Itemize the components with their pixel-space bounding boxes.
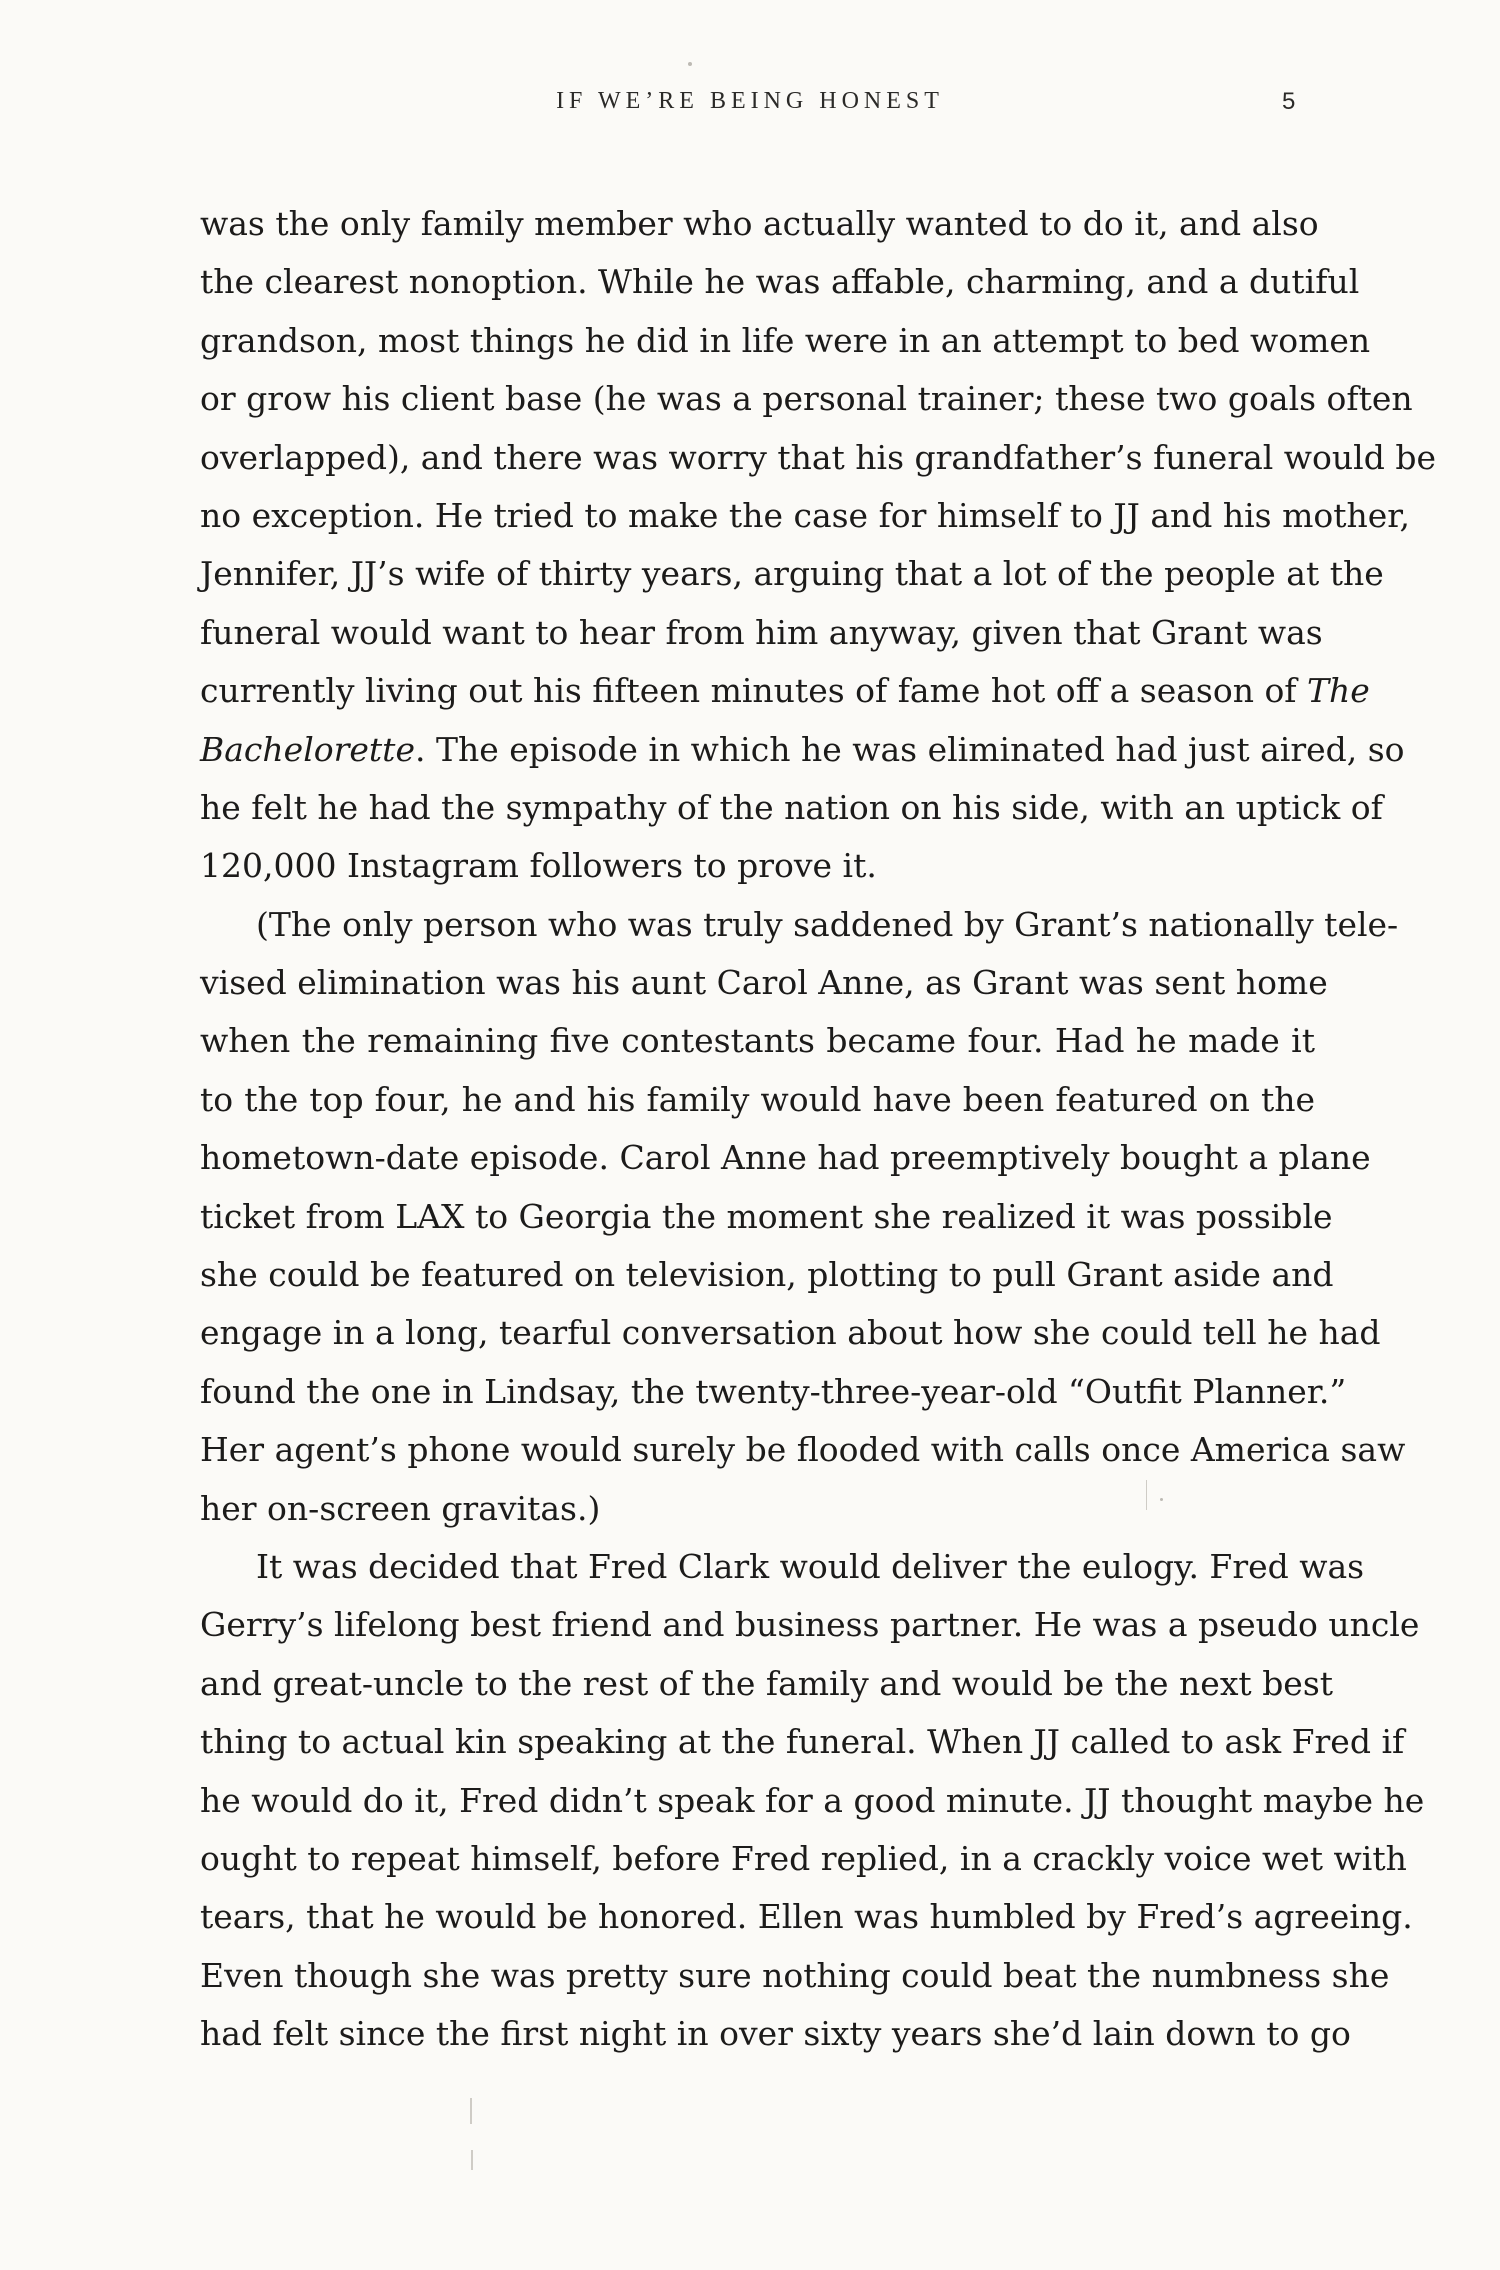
text-line: or grow his client base (he was a personal trainer; these two goals often bbox=[200, 379, 1413, 419]
text-line: ought to repeat himself, before Fred replied, in a crackly voice wet with bbox=[200, 1838, 1407, 1878]
italic-title-start: The bbox=[1307, 671, 1370, 711]
text-line: she could be featured on television, plotting to pull Grant aside and bbox=[200, 1255, 1334, 1295]
text-line: (The only person who was truly saddened by Grant’s nationally tele- bbox=[256, 904, 1399, 944]
text-line-with-italic bbox=[200, 662, 1370, 720]
text-line: no exception. He tried to make the case for himself to JJ and his mother, bbox=[200, 495, 1410, 535]
text-line: to the top four, he and his family would have been featured on the bbox=[200, 1079, 1315, 1119]
text-line: vised elimination was his aunt Carol Anne, as Grant was sent home bbox=[200, 963, 1328, 1003]
line-text: currently living out his fifteen minutes of fame hot off a season of bbox=[200, 671, 1297, 711]
text-line: thing to actual kin speaking at the funeral. When JJ called to ask Fred if bbox=[200, 1722, 1405, 1762]
text-line: Her agent’s phone would surely be flooded with calls once America saw bbox=[200, 1430, 1406, 1470]
text-line: he would do it, Fred didn’t speak for a good minute. JJ thought maybe he bbox=[200, 1780, 1425, 1820]
text-line: engage in a long, tearful conversation about how she could tell he had bbox=[200, 1313, 1381, 1353]
text-line: 120,000 Instagram followers to prove it. bbox=[200, 846, 877, 886]
scan-speck bbox=[1160, 1498, 1163, 1501]
text-line: the clearest nonoption. While he was affable, charming, and a dutiful bbox=[200, 262, 1360, 302]
scan-speck bbox=[688, 62, 692, 66]
text-line-with-italic bbox=[200, 721, 1405, 779]
running-head bbox=[0, 88, 1500, 124]
text-line: ticket from LAX to Georgia the moment she realized it was possible bbox=[200, 1196, 1333, 1236]
text-line: It was decided that Fred Clark would deliver the eulogy. Fred was bbox=[256, 1546, 1365, 1586]
text-line: was the only family member who actually wanted to do it, and also bbox=[200, 204, 1319, 243]
text-line: hometown-date episode. Carol Anne had preemptively bought a plane bbox=[200, 1138, 1371, 1178]
text-line: had felt since the first night in over sixty years she’d lain down to go bbox=[200, 2014, 1351, 2054]
line-text: . The episode in which he was eliminated had just aired, so bbox=[414, 729, 1405, 769]
text-line: when the remaining five contestants became four. Had he made it bbox=[200, 1021, 1315, 1061]
text-line: he felt he had the sympathy of the nation on his side, with an uptick of bbox=[200, 787, 1383, 827]
text-line: grandson, most things he did in life were in an attempt to bed women bbox=[200, 320, 1371, 360]
body-text bbox=[200, 195, 1437, 2064]
text-line: funeral would want to hear from him anyway, given that Grant was bbox=[200, 612, 1323, 652]
italic-title-end: Bachelorette bbox=[200, 729, 415, 769]
scan-mark bbox=[471, 2150, 473, 2170]
text-line: Gerry’s lifelong best friend and business partner. He was a pseudo uncle bbox=[200, 1605, 1420, 1645]
page-number: 5 bbox=[1282, 88, 1296, 115]
running-title: IF WE’RE BEING HONEST bbox=[556, 88, 944, 114]
scan-mark bbox=[1146, 1480, 1147, 1510]
text-line: tears, that he would be honored. Ellen was humbled by Fred’s agreeing. bbox=[200, 1897, 1413, 1937]
text-line: her on-screen gravitas.) bbox=[200, 1488, 601, 1528]
scan-mark bbox=[470, 2098, 472, 2124]
text-line: found the one in Lindsay, the twenty-three-year-old “Outfit Planner.” bbox=[200, 1371, 1347, 1411]
text-line: and great-uncle to the rest of the family and would be the next best bbox=[200, 1663, 1334, 1703]
text-line: overlapped), and there was worry that his grandfather’s funeral would be bbox=[200, 437, 1437, 477]
text-line: Jennifer, JJ’s wife of thirty years, arguing that a lot of the people at the bbox=[200, 554, 1384, 594]
text-line: Even though she was pretty sure nothing could beat the numbness she bbox=[200, 1955, 1390, 1995]
